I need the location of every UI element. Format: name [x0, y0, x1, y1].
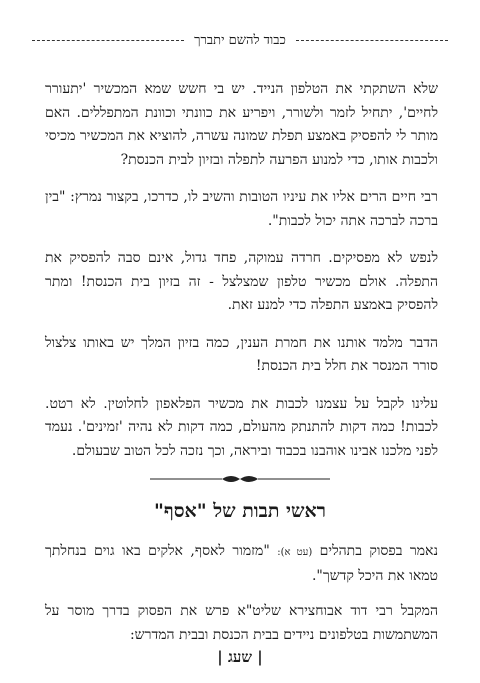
running-header: [32, 30, 448, 50]
paragraph: שלא השתקתי את הטלפון הנייד. יש בי חשש שמא המכשיר 'יתעורר לחיים', יתחיל לזמר ולשורר, ויפריע את כוונתי וכוונת המתפללים. האם מותר לי להפסיק באמצע תפלת שמונה עשרה, להוציא את המכשיר מכיסי ולכבות אותו, כדי למנוע הפרעה לתפלה ובזיון לבית הכנסת?: [45, 81, 438, 168]
paragraph: הדבר מלמד אותנו את חמרת הענין, כמה בזיון המלך יש באותו צלצול סורר המנסר את חלל בית הכנסת!: [45, 334, 439, 374]
paragraph: המקבל רבי דוד אבוחצירא שליט"א פרש את הפסוק בדרך מוסר על המשתמשות בטלפונים ניידים בבית הכנסת ובבית המדרש:: [45, 603, 438, 643]
verse-quote: "מזמור לאסף, אלקים באו גוים בנחלתך טמאו את היכל קדשך".: [45, 543, 438, 584]
intro-text: נאמר בפסוק בתהלים: [319, 543, 439, 559]
paragraph: רבי חיים הרים אליו את עיניו הטובות והשיב לו, כדרכו, בקצור נמרץ: "בין ברכה לברכה אתה יכול לכבות".: [45, 189, 438, 229]
section-text: [45, 540, 438, 659]
verse-reference: (עט א):: [277, 547, 313, 558]
header-rule-right: [296, 40, 448, 41]
paragraph: [45, 540, 438, 588]
header-title: כבוד להשם יתברך: [194, 33, 286, 48]
page-number: | שעג |: [217, 648, 263, 666]
paragraph: לנפש לא מפסיקים. חרדה עמוקה, פחד גדול, אינם סבה להפסיק את התפלה. אולם מכשיר טלפון שמצלצל - זה בזיון בית הכנסת! ומתר להפסיק באמצע התפלה כדי למנע זאת.: [45, 250, 438, 313]
section-heading: ראשי תבות של "אסף": [154, 500, 326, 522]
paragraph: עלינו לקבל על עצמנו לכבות את מכשיר הפלאפון לחלוטין. לא רטט. לכבות! כמה דקות להתנתק מהעולם, כמה דקות לא נהיה 'זמינים'. נעמד לפני מלכנו אבינו אוהבנו בכבוד וביראה, וכך נזכה לכל הטוב שבעולם.: [45, 395, 438, 459]
header-rule-left: [32, 40, 184, 41]
section-divider-ornament: [150, 473, 330, 485]
main-text: [45, 78, 438, 463]
